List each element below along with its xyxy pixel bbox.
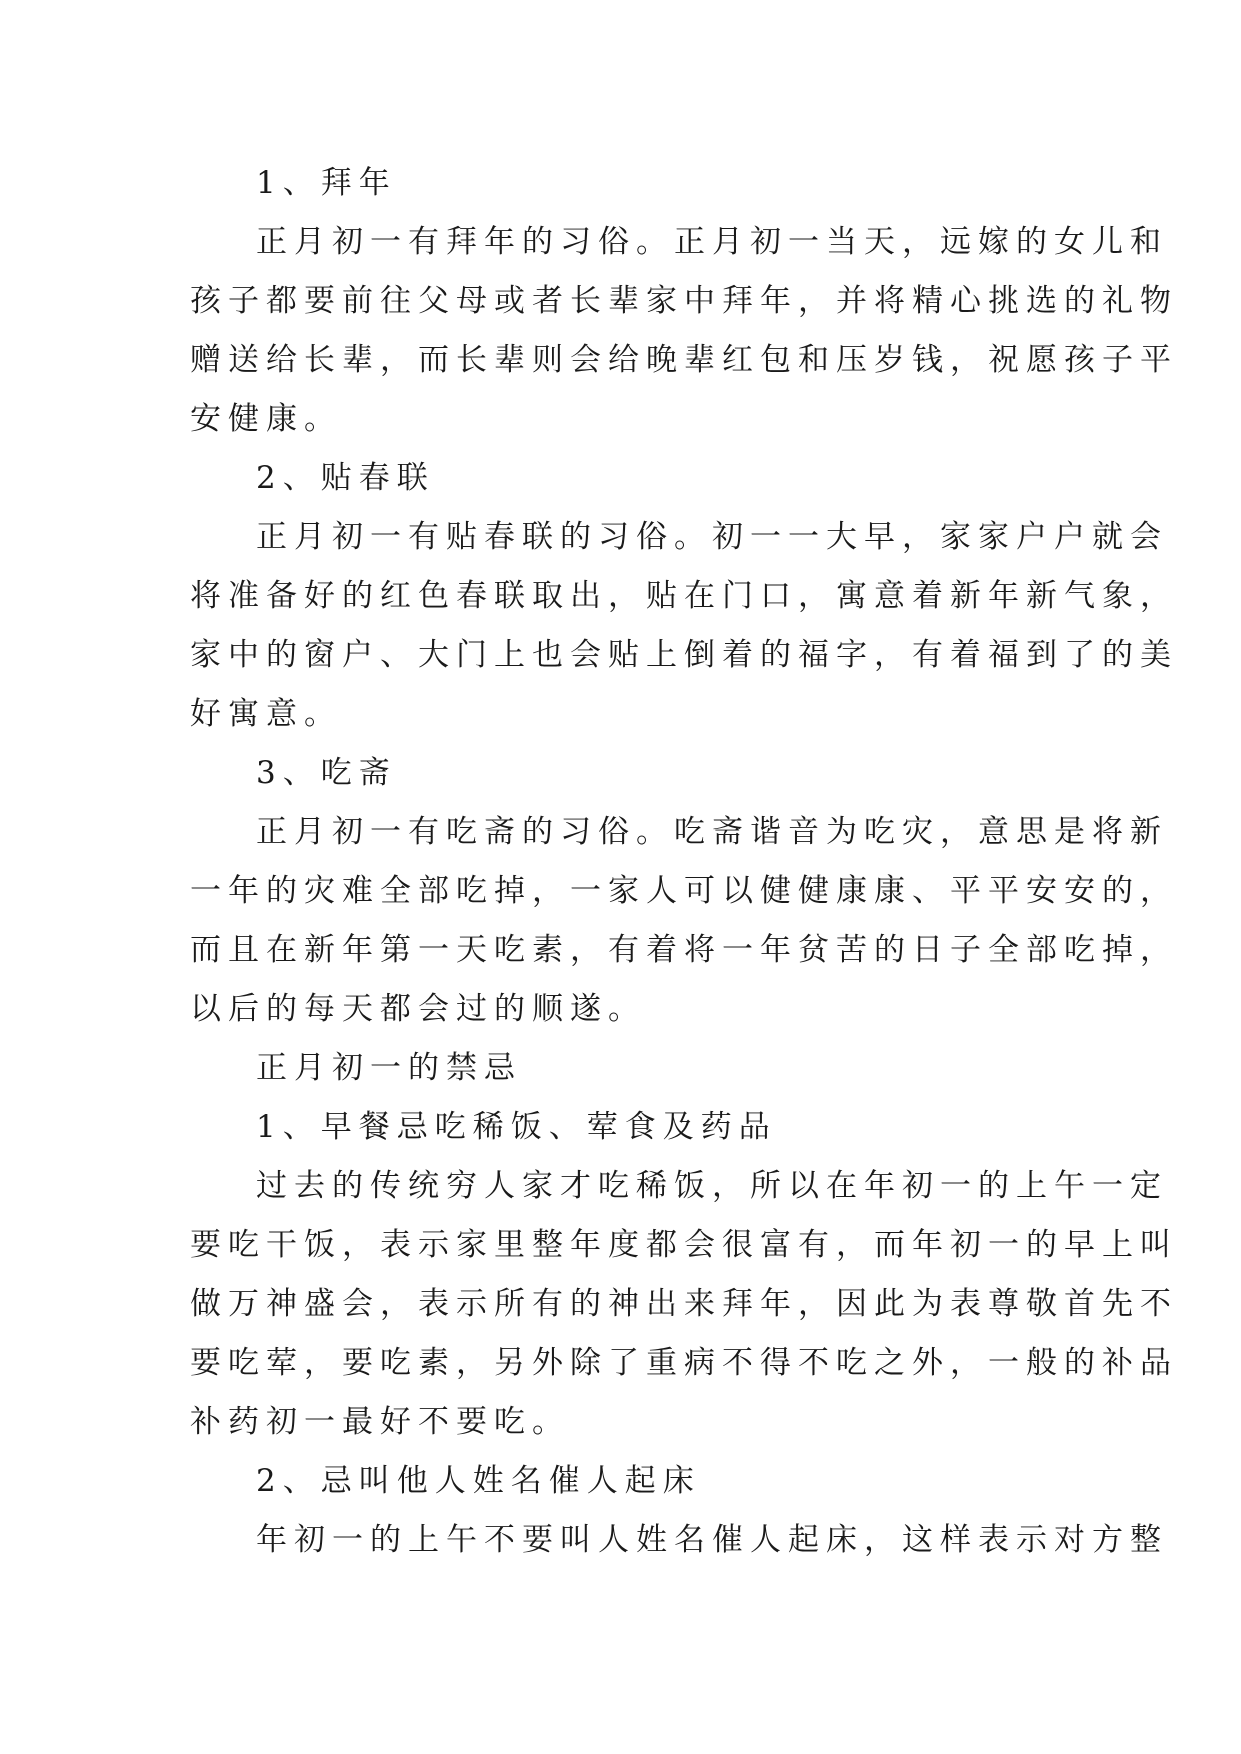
paragraph-line: 安健康。 [190,401,342,437]
paragraph-line: 要吃干饭，表示家里整年度都会很富有，而年初一的早上叫 [190,1227,1178,1263]
paragraph-line: 做万神盛会，表示所有的神出来拜年，因此为表尊敬首先不 [190,1286,1178,1322]
document-body [190,154,1178,1570]
paragraph-line: 过去的传统穷人家才吃稀饭，所以在年初一的上午一定 [256,1168,1168,1204]
paragraph-line: 好寓意。 [190,696,342,732]
heading-bainian: 1、拜年 [256,165,397,201]
paragraph-line: 而且在新年第一天吃素，有着将一年贫苦的日子全部吃掉， [190,932,1178,968]
paragraph-line: 正月初一有贴春联的习俗。初一一大早，家家户户就会 [256,519,1168,555]
paragraph-line: 正月初一有拜年的习俗。正月初一当天，远嫁的女儿和 [256,224,1168,260]
paragraph-line: 赠送给长辈，而长辈则会给晚辈红包和压岁钱，祝愿孩子平 [190,342,1178,378]
heading-chizhai: 3、吃斋 [256,755,397,791]
paragraph-line: 将准备好的红色春联取出，贴在门口，寓意着新年新气象， [190,578,1178,614]
heading-breakfast-taboo: 1、早餐忌吃稀饭、荤食及药品 [256,1109,777,1145]
heading-wakeup-taboo: 2、忌叫他人姓名催人起床 [256,1463,701,1499]
paragraph-line: 以后的每天都会过的顺遂。 [190,991,646,1027]
paragraph-line: 孩子都要前往父母或者长辈家中拜年，并将精心挑选的礼物 [190,283,1178,319]
paragraph-line: 要吃荤，要吃素，另外除了重病不得不吃之外，一般的补品 [190,1345,1178,1381]
paragraph-line: 年初一的上午不要叫人姓名催人起床，这样表示对方整 [256,1522,1168,1558]
paragraph-line: 补药初一最好不要吃。 [190,1404,570,1440]
paragraph-line: 一年的灾难全部吃掉，一家人可以健健康康、平平安安的， [190,873,1178,909]
paragraph-line: 家中的窗户、大门上也会贴上倒着的福字，有着福到了的美 [190,637,1178,673]
section-heading-taboos: 正月初一的禁忌 [256,1050,522,1086]
heading-tie-chunlian: 2、贴春联 [256,460,435,496]
paragraph-line: 正月初一有吃斋的习俗。吃斋谐音为吃灾，意思是将新 [256,814,1168,850]
